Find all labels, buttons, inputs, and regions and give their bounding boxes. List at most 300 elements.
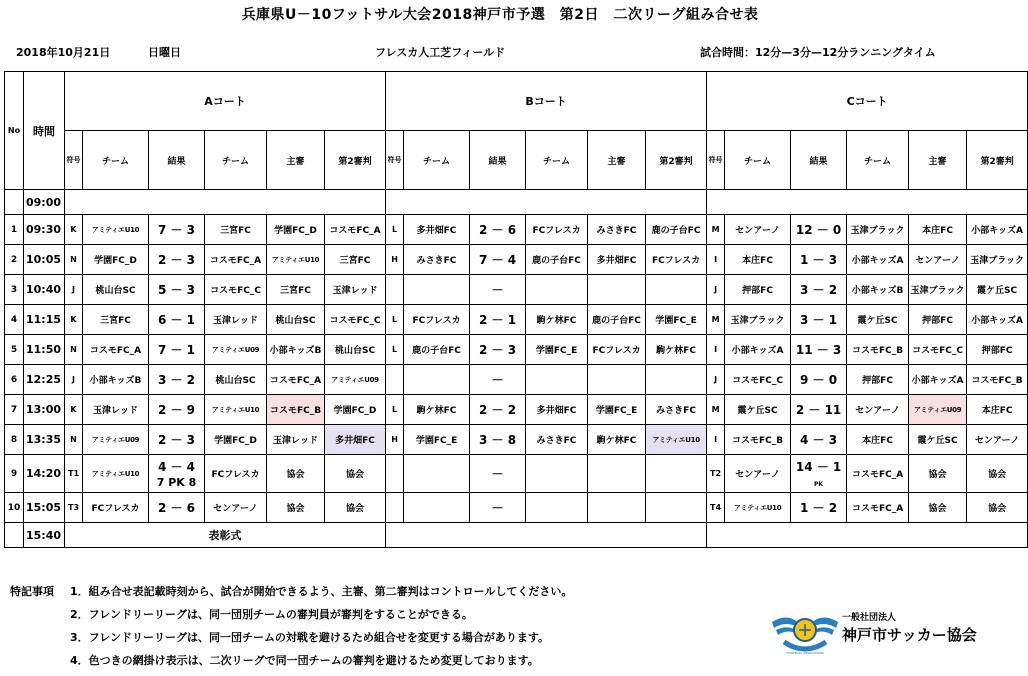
second-referee-text: 鹿の子台FC xyxy=(651,226,701,236)
team-2-text: アミティエU09 xyxy=(211,345,260,354)
time-cell: 09:30 xyxy=(24,215,65,245)
team-2-cell xyxy=(526,245,588,275)
symbol-cell xyxy=(386,425,404,455)
team-2-text: アミティエU10 xyxy=(211,405,260,414)
symbol-text: M xyxy=(711,405,720,414)
team-2-cell xyxy=(205,275,267,305)
referee-text: コスモFC_A xyxy=(269,376,322,386)
page-title: 兵庫県U－10フットサル大会2018神戸市予選 第2日 二次リーグ組み合せ表 xyxy=(241,7,759,23)
referee-cell xyxy=(588,455,646,493)
result-text: 7 － 4 xyxy=(479,253,517,267)
team-2-cell xyxy=(205,493,267,523)
referee-text: 駒ケ林FC xyxy=(596,436,637,446)
result-text: 3 － 2 xyxy=(800,283,838,297)
referee-cell xyxy=(909,455,967,493)
no-cell: 5 xyxy=(5,335,24,365)
team-1-text: FCフレスカ xyxy=(412,316,461,326)
empty-court-cell xyxy=(707,523,1028,548)
result-text: 9 － 0 xyxy=(800,373,838,387)
second-referee-text: 小部キッズA xyxy=(971,226,1023,236)
second-referee-text: 協会 xyxy=(988,470,1007,480)
team-2-text: 本庄FC xyxy=(862,436,893,446)
team-1-text: アミティエU10 xyxy=(91,225,140,234)
time-cell: 13:35 xyxy=(24,425,65,455)
symbol-cell xyxy=(65,455,83,493)
second-referee-text: 多井畑FC xyxy=(335,436,375,446)
result-text: 12 － 0 xyxy=(795,223,842,237)
second-referee-cell xyxy=(967,245,1028,275)
referee-cell xyxy=(267,215,325,245)
no-cell: 8 xyxy=(5,425,24,455)
symbol-text: L xyxy=(391,405,398,414)
result-text: － xyxy=(491,373,504,387)
referee-cell xyxy=(909,305,967,335)
second-referee-cell xyxy=(646,493,707,523)
team-2-cell xyxy=(205,335,267,365)
referee-cell xyxy=(909,395,967,425)
second-referee-text: 協会 xyxy=(346,504,365,514)
result-cell xyxy=(791,395,847,425)
result-cell xyxy=(470,395,526,425)
note-text: 2．フレンドリーリーグは、同一団別チームの審判員が審判をすることができる。 xyxy=(70,608,473,621)
second-referee-cell xyxy=(325,245,386,275)
result-cell xyxy=(470,455,526,493)
header-result: 結果 xyxy=(470,131,526,190)
result-text: 7 － 1 xyxy=(157,343,196,357)
symbol-cell xyxy=(65,215,83,245)
time-cell: 13:00 xyxy=(24,395,65,425)
team-1-cell xyxy=(404,245,470,275)
team-2-cell xyxy=(847,455,909,493)
symbol-cell xyxy=(386,275,404,305)
team-2-text: コスモFC_C xyxy=(210,286,261,296)
symbol-text: J xyxy=(714,285,718,294)
team-2-cell xyxy=(205,245,267,275)
result-cell xyxy=(791,335,847,365)
symbol-cell xyxy=(386,215,404,245)
second-referee-cell xyxy=(967,365,1028,395)
referee-cell xyxy=(588,395,646,425)
symbol-text: I xyxy=(714,345,718,354)
team-1-text: 玉津ブラック xyxy=(730,316,785,326)
symbol-text: K xyxy=(70,405,77,414)
team-2-cell xyxy=(205,455,267,493)
match-row xyxy=(5,455,1028,493)
time-cell: 10:05 xyxy=(24,245,65,275)
team-1-cell xyxy=(725,215,791,245)
referee-cell xyxy=(588,365,646,395)
second-referee-cell xyxy=(967,493,1028,523)
no-cell xyxy=(5,523,24,548)
symbol-cell xyxy=(65,425,83,455)
result-text: 6 － 1 xyxy=(157,313,196,327)
team-1-text: 小部キッズB xyxy=(89,376,142,386)
result-text: 2 － 9 xyxy=(157,403,196,417)
empty-court-cell xyxy=(386,190,707,215)
second-referee-text: 学園FC_E xyxy=(655,316,697,326)
no-cell: 6 xyxy=(5,365,24,395)
team-1-text: コスモFC_C xyxy=(732,376,783,386)
result-text: 2 － 3 xyxy=(479,343,517,357)
result-cell xyxy=(149,425,205,455)
referee-cell xyxy=(267,275,325,305)
referee-text: 三宮FC xyxy=(280,286,311,296)
team-2-text: 小部キッズB xyxy=(851,286,904,296)
team-2-text: 玉津レッド xyxy=(213,316,258,326)
team-2-text: 小部キッズA xyxy=(851,256,904,266)
second-referee-text: コスモFC_B xyxy=(971,376,1023,386)
team-2-text: 霞ケ丘SC xyxy=(857,316,898,326)
referee-text: FCフレスカ xyxy=(592,346,641,356)
team-1-cell xyxy=(404,425,470,455)
association-emblem-icon xyxy=(770,608,840,658)
match-time-rule: 試合時間：12分—3分—12分ランニングタイム xyxy=(700,46,936,59)
team-1-cell xyxy=(725,335,791,365)
match-row xyxy=(5,215,1028,245)
team-2-text: コスモFC_B xyxy=(852,346,904,356)
result-text: 1 － 2 xyxy=(800,501,838,515)
second-referee-cell xyxy=(325,275,386,305)
team-2-text: 玉津ブラック xyxy=(850,226,905,236)
header-symbol: 符号 xyxy=(65,131,83,190)
result-text: 7 － 3 xyxy=(157,223,196,237)
team-2-cell xyxy=(526,493,588,523)
team-1-cell xyxy=(83,215,149,245)
header-result: 結果 xyxy=(149,131,205,190)
symbol-text: L xyxy=(391,345,398,354)
team-1-text: アミティエU10 xyxy=(733,503,782,512)
team-1-text: コスモFC_A xyxy=(89,346,142,356)
time-row-start xyxy=(5,190,1028,215)
team-2-cell xyxy=(526,305,588,335)
second-referee-cell xyxy=(646,425,707,455)
team-2-cell xyxy=(205,365,267,395)
notes-section xyxy=(10,584,572,676)
header-referee: 主審 xyxy=(267,131,325,190)
referee-text: 押部FC xyxy=(922,316,953,326)
symbol-cell xyxy=(65,365,83,395)
result-text: 4 － 3 xyxy=(800,433,838,447)
event-venue: フレスカ人工芝フィールド xyxy=(375,46,506,59)
second-referee-cell xyxy=(967,305,1028,335)
team-2-text: 多井畑FC xyxy=(536,406,577,416)
referee-text: 学園FC_E xyxy=(595,406,638,416)
result-text: 3 － 1 xyxy=(800,313,838,327)
second-referee-text: 桃山台SC xyxy=(334,346,376,356)
team-2-text: FCフレスカ xyxy=(532,226,581,236)
team-2-cell xyxy=(205,305,267,335)
symbol-text: N xyxy=(70,345,77,354)
second-referee-cell xyxy=(325,305,386,335)
result-text: 11 － 3 xyxy=(795,343,842,357)
team-2-text: 駒ケ林FC xyxy=(536,316,577,326)
referee-cell xyxy=(588,245,646,275)
referee-text: 協会 xyxy=(286,470,305,480)
note-text: 4．色つきの網掛け表示は、二次リーグで同一団チームの審判を避けるため変更しております。 xyxy=(70,654,539,667)
match-row xyxy=(5,335,1028,365)
symbol-text: N xyxy=(70,255,77,264)
team-1-text: 玉津レッド xyxy=(93,406,138,416)
result-text: 2 － 3 xyxy=(157,253,196,267)
second-referee-cell xyxy=(967,425,1028,455)
second-referee-text: みさきFC xyxy=(656,406,696,416)
referee-text: 小部キッズA xyxy=(911,376,964,386)
team-2-cell xyxy=(205,425,267,455)
referee-cell xyxy=(909,493,967,523)
symbol-cell xyxy=(386,365,404,395)
team-1-cell xyxy=(725,455,791,493)
referee-text: 協会 xyxy=(286,504,305,514)
header-team-1: チーム xyxy=(725,131,791,190)
referee-cell xyxy=(267,395,325,425)
no-cell: 9 xyxy=(5,455,24,493)
pk-score-text: PK xyxy=(814,481,824,488)
result-cell xyxy=(791,455,847,493)
referee-text: 霞ケ丘SC xyxy=(917,436,958,446)
team-1-text: 桃山台SC xyxy=(95,286,136,296)
result-cell xyxy=(149,335,205,365)
symbol-text: L xyxy=(391,225,398,234)
schedule-body xyxy=(5,190,1028,548)
symbol-text: K xyxy=(70,315,77,324)
referee-text: 玉津レッド xyxy=(273,436,318,446)
symbol-text: T2 xyxy=(710,469,722,478)
second-referee-text: コスモFC_C xyxy=(329,316,381,326)
team-2-cell xyxy=(847,215,909,245)
second-referee-cell xyxy=(325,335,386,365)
team-2-text: 鹿の子台FC xyxy=(532,256,581,266)
note-item xyxy=(10,584,572,607)
header-second-referee: 第2審判 xyxy=(325,131,386,190)
team-1-text: 三宮FC xyxy=(100,316,131,326)
result-text: 1 － 3 xyxy=(800,253,838,267)
referee-cell xyxy=(909,275,967,305)
team-1-cell xyxy=(83,305,149,335)
time-row-end xyxy=(5,523,1028,548)
result-cell xyxy=(149,493,205,523)
note-item xyxy=(10,630,572,653)
team-2-cell xyxy=(526,365,588,395)
team-2-text: 学園FC_D xyxy=(214,436,257,446)
team-2-cell xyxy=(526,395,588,425)
result-cell xyxy=(791,275,847,305)
association-type: 一般社団法人 xyxy=(842,613,897,623)
team-2-text: 学園FC_E xyxy=(535,346,578,356)
notes-label: 特記事項 xyxy=(10,585,54,598)
symbol-cell xyxy=(386,493,404,523)
header-referee: 主審 xyxy=(588,131,646,190)
team-1-text: 押部FC xyxy=(742,286,773,296)
team-2-text: FCフレスカ xyxy=(211,470,260,480)
symbol-cell xyxy=(707,425,725,455)
team-2-text: 押部FC xyxy=(862,376,893,386)
team-1-cell xyxy=(725,365,791,395)
header-result: 結果 xyxy=(791,131,847,190)
header-team-2: チーム xyxy=(205,131,267,190)
result-cell xyxy=(791,245,847,275)
referee-cell xyxy=(267,365,325,395)
referee-text: 学園FC_D xyxy=(274,226,317,236)
result-text: 5 － 3 xyxy=(157,283,196,297)
result-text: 2 － 11 xyxy=(795,403,842,417)
second-referee-cell xyxy=(325,395,386,425)
team-2-cell xyxy=(847,493,909,523)
team-2-cell xyxy=(526,215,588,245)
note-item xyxy=(10,607,572,630)
referee-text: 協会 xyxy=(928,504,947,514)
team-1-text: 本庄FC xyxy=(742,256,773,266)
team-1-cell xyxy=(725,395,791,425)
match-row xyxy=(5,395,1028,425)
symbol-cell xyxy=(707,395,725,425)
symbol-cell xyxy=(707,455,725,493)
symbol-cell xyxy=(386,335,404,365)
header-symbol: 符号 xyxy=(386,131,404,190)
team-1-text: みさきFC xyxy=(416,256,457,266)
team-2-cell xyxy=(526,425,588,455)
second-referee-cell xyxy=(967,335,1028,365)
team-1-cell xyxy=(83,425,149,455)
team-1-cell xyxy=(725,305,791,335)
result-text: 3 － 8 xyxy=(479,433,517,447)
team-1-text: 駒ケ林FC xyxy=(416,406,457,416)
team-1-text: 学園FC_D xyxy=(94,256,137,266)
team-2-cell xyxy=(847,425,909,455)
team-2-text: 三宮FC xyxy=(220,226,251,236)
second-referee-text: センアーノ xyxy=(974,436,1020,446)
referee-text: 小部キッズB xyxy=(269,346,322,356)
empty-court-cell xyxy=(65,190,386,215)
second-referee-text: アミティエU09 xyxy=(331,375,379,384)
result-cell xyxy=(470,493,526,523)
team-1-cell xyxy=(83,455,149,493)
team-2-text: コスモFC_A xyxy=(851,504,904,514)
team-1-cell xyxy=(404,335,470,365)
referee-text: コスモFC_B xyxy=(269,406,322,416)
referee-text: 玉津ブラック xyxy=(910,286,965,296)
symbol-text: H xyxy=(391,255,398,264)
referee-cell xyxy=(588,215,646,245)
pk-score-text: 7 PK 8 xyxy=(156,476,197,489)
team-1-text: 小部キッズA xyxy=(731,346,784,356)
no-cell: 10 xyxy=(5,493,24,523)
result-cell xyxy=(149,395,205,425)
symbol-text: K xyxy=(70,225,77,234)
result-text: 3 － 2 xyxy=(157,373,196,387)
match-row xyxy=(5,275,1028,305)
referee-text: 多井畑FC xyxy=(596,256,637,266)
header-team-1: チーム xyxy=(404,131,470,190)
team-1-cell xyxy=(83,275,149,305)
referee-cell xyxy=(909,215,967,245)
symbol-text: M xyxy=(711,315,720,324)
referee-cell xyxy=(267,335,325,365)
empty-court-cell xyxy=(386,523,707,548)
team-1-text: FCフレスカ xyxy=(91,504,140,514)
match-row xyxy=(5,493,1028,523)
header-symbol: 符号 xyxy=(707,131,725,190)
symbol-cell xyxy=(386,455,404,493)
second-referee-text: 小部キッズA xyxy=(971,316,1023,326)
referee-text: 協会 xyxy=(928,470,947,480)
referee-text: 鹿の子台FC xyxy=(592,316,641,326)
symbol-text: J xyxy=(714,375,718,384)
symbol-cell xyxy=(707,493,725,523)
no-cell: 3 xyxy=(5,275,24,305)
result-cell xyxy=(791,365,847,395)
result-text: 2 － 1 xyxy=(479,313,517,327)
association-name: 神戸市サッカー協会 xyxy=(842,626,977,644)
team-1-text: コスモFC_B xyxy=(732,436,784,446)
referee-cell xyxy=(909,425,967,455)
match-row xyxy=(5,425,1028,455)
team-2-text: センアーノ xyxy=(213,504,258,514)
time-cell: 11:50 xyxy=(24,335,65,365)
time-cell: 10:40 xyxy=(24,275,65,305)
header-referee: 主審 xyxy=(909,131,967,190)
no-cell: 2 xyxy=(5,245,24,275)
time-cell: 14:20 xyxy=(24,455,65,493)
referee-cell xyxy=(588,275,646,305)
team-1-cell xyxy=(404,455,470,493)
second-referee-cell xyxy=(646,455,707,493)
symbol-text: J xyxy=(72,375,75,384)
symbol-cell xyxy=(707,335,725,365)
referee-cell xyxy=(267,425,325,455)
second-referee-text: 協会 xyxy=(988,504,1007,514)
second-referee-cell xyxy=(646,245,707,275)
second-referee-cell xyxy=(325,493,386,523)
second-referee-text: 霞ケ丘SC xyxy=(977,286,1018,296)
no-cell: 4 xyxy=(5,305,24,335)
symbol-text: T3 xyxy=(67,503,80,512)
second-referee-cell xyxy=(646,335,707,365)
symbol-cell xyxy=(65,493,83,523)
referee-cell xyxy=(909,245,967,275)
result-cell xyxy=(149,245,205,275)
second-referee-cell xyxy=(325,425,386,455)
team-1-cell xyxy=(725,245,791,275)
symbol-cell xyxy=(386,305,404,335)
result-cell xyxy=(791,215,847,245)
team-2-cell xyxy=(847,305,909,335)
team-1-cell xyxy=(83,493,149,523)
team-1-cell xyxy=(83,365,149,395)
referee-cell xyxy=(588,335,646,365)
symbol-cell xyxy=(65,245,83,275)
team-2-cell xyxy=(205,215,267,245)
second-referee-text: 三宮FC xyxy=(339,256,371,266)
match-row xyxy=(5,245,1028,275)
symbol-cell xyxy=(65,335,83,365)
note-item xyxy=(10,653,572,676)
team-1-cell xyxy=(404,215,470,245)
second-referee-text: 協会 xyxy=(346,470,365,480)
team-2-cell xyxy=(847,395,909,425)
second-referee-text: 学園FC_D xyxy=(333,406,377,416)
result-cell xyxy=(470,365,526,395)
second-referee-cell xyxy=(967,215,1028,245)
header-second-referee: 第2審判 xyxy=(967,131,1028,190)
referee-cell xyxy=(267,305,325,335)
note-text: 1．組み合せ表記載時刻から、試合が開始できるよう、主審、第二審判はコントロールしてください。 xyxy=(70,585,573,598)
second-referee-text: 駒ケ林FC xyxy=(656,346,696,356)
team-1-text: 学園FC_E xyxy=(415,436,458,446)
symbol-text: I xyxy=(714,255,718,264)
team-2-cell xyxy=(847,245,909,275)
result-cell xyxy=(470,335,526,365)
second-referee-text: 玉津レッド xyxy=(332,286,378,296)
